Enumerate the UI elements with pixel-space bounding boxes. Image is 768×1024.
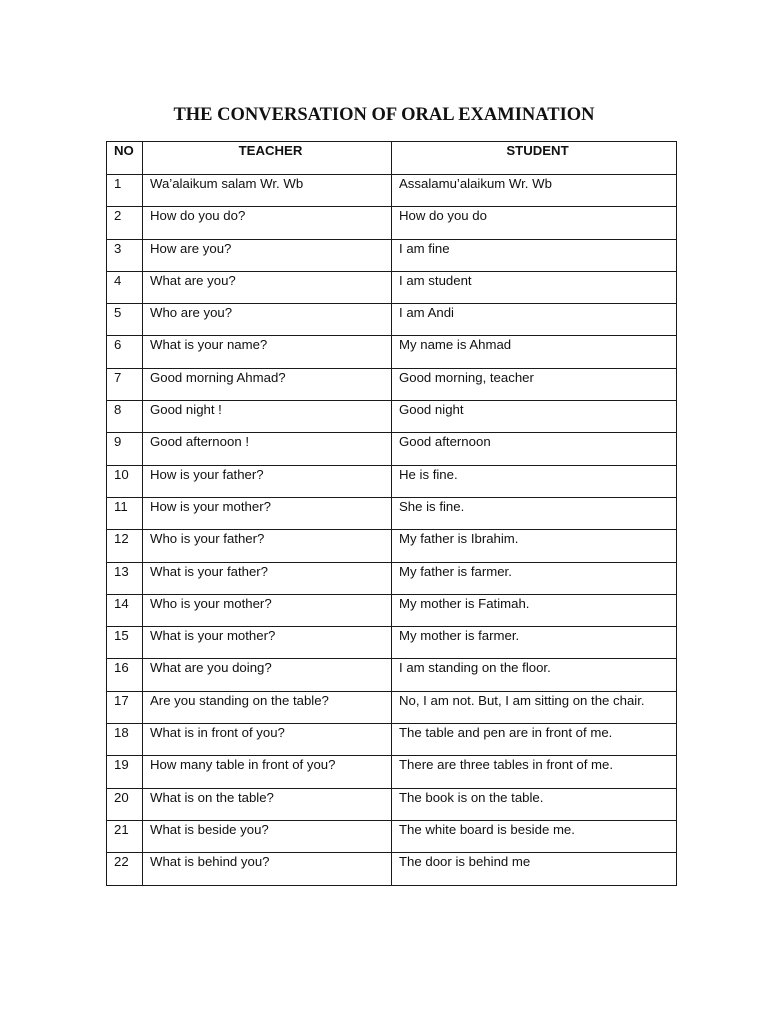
cell-teacher: What is behind you? [143,853,392,885]
cell-student: The table and pen are in front of me. [392,724,677,756]
cell-teacher: Who is your mother? [143,594,392,626]
cell-no: 12 [107,530,143,562]
table-row [107,401,677,433]
cell-no: 5 [107,304,143,336]
cell-student: My name is Ahmad [392,336,677,368]
page-title: THE CONVERSATION OF ORAL EXAMINATION [173,105,595,126]
header-teacher: TEACHER [143,142,392,175]
cell-teacher: What is your mother? [143,627,392,659]
cell-no: 19 [107,756,143,788]
cell-student: She is fine. [392,497,677,529]
cell-student: Good night [392,401,677,433]
table-row [107,336,677,368]
cell-teacher: How do you do? [143,207,392,239]
table-row [107,562,677,594]
table-row [107,530,677,562]
table-row [107,627,677,659]
table-row [107,433,677,465]
cell-student: The white board is beside me. [392,820,677,852]
cell-student: My father is farmer. [392,562,677,594]
cell-teacher: Good afternoon ! [143,433,392,465]
cell-student: I am fine [392,239,677,271]
cell-teacher: What are you? [143,271,392,303]
table-row [107,465,677,497]
cell-no: 3 [107,239,143,271]
table-row [107,207,677,239]
table-row [107,691,677,723]
cell-student: The door is behind me [392,853,677,885]
table-row [107,756,677,788]
cell-student: Good afternoon [392,433,677,465]
table-row [107,368,677,400]
conversation-table [106,141,677,886]
cell-teacher: What are you doing? [143,659,392,691]
cell-student: No, I am not. But, I am sitting on the chair. [392,691,677,723]
cell-teacher: Are you standing on the table? [143,691,392,723]
cell-teacher: What is beside you? [143,820,392,852]
table-body [107,175,677,886]
cell-no: 21 [107,820,143,852]
cell-teacher: Good night ! [143,401,392,433]
cell-student: My father is Ibrahim. [392,530,677,562]
table-row [107,594,677,626]
cell-student: The book is on the table. [392,788,677,820]
cell-no: 16 [107,659,143,691]
cell-teacher: What is your father? [143,562,392,594]
table-row [107,820,677,852]
cell-student: I am standing on the floor. [392,659,677,691]
cell-student: He is fine. [392,465,677,497]
table-header [107,142,677,175]
cell-no: 22 [107,853,143,885]
cell-no: 1 [107,175,143,207]
header-student: STUDENT [392,142,677,175]
cell-teacher: What is in front of you? [143,724,392,756]
cell-no: 17 [107,691,143,723]
cell-student: I am Andi [392,304,677,336]
cell-teacher: How is your mother? [143,497,392,529]
cell-student: How do you do [392,207,677,239]
header-row [107,142,677,175]
cell-no: 18 [107,724,143,756]
table-row [107,853,677,885]
cell-teacher: How are you? [143,239,392,271]
cell-student: Assalamu’alaikum Wr. Wb [392,175,677,207]
table-row [107,271,677,303]
cell-no: 7 [107,368,143,400]
cell-no: 14 [107,594,143,626]
cell-no: 11 [107,497,143,529]
cell-no: 20 [107,788,143,820]
cell-student: I am student [392,271,677,303]
cell-student: Good morning, teacher [392,368,677,400]
cell-student: My mother is farmer. [392,627,677,659]
cell-teacher: Good morning Ahmad? [143,368,392,400]
table-row [107,304,677,336]
cell-teacher: What is your name? [143,336,392,368]
cell-teacher: What is on the table? [143,788,392,820]
table-row [107,659,677,691]
cell-teacher: Who is your father? [143,530,392,562]
cell-no: 13 [107,562,143,594]
table-row [107,724,677,756]
table-row [107,239,677,271]
cell-no: 10 [107,465,143,497]
header-no: NO [107,142,143,175]
cell-no: 6 [107,336,143,368]
table-row [107,497,677,529]
table-row [107,788,677,820]
cell-no: 15 [107,627,143,659]
cell-no: 2 [107,207,143,239]
cell-teacher: Who are you? [143,304,392,336]
cell-teacher: How many table in front of you? [143,756,392,788]
cell-student: There are three tables in front of me. [392,756,677,788]
cell-student: My mother is Fatimah. [392,594,677,626]
cell-no: 8 [107,401,143,433]
cell-no: 4 [107,271,143,303]
cell-no: 9 [107,433,143,465]
table-row [107,175,677,207]
cell-teacher: How is your father? [143,465,392,497]
cell-teacher: Wa’alaikum salam Wr. Wb [143,175,392,207]
